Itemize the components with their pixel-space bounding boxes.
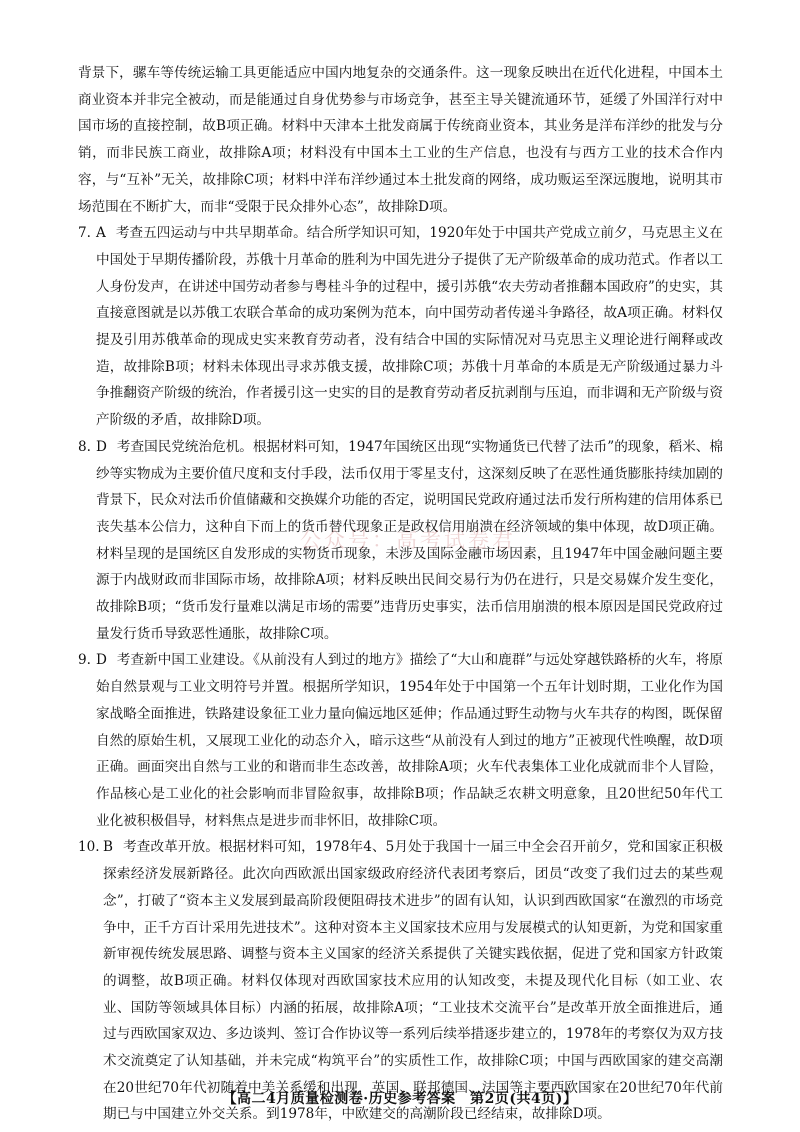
answer-content (78, 60, 723, 1128)
explanation-text: 考查五四运动与中共早期革命。结合所学知识可知，1920年处于中国共产党成立前夕，马克思主义在中国处于早期传播阶段，苏俄十月革命的胜利为中国先进分子提供了无产阶级革命的成功范式。作者以工人身份发声，在讲述中国劳动者参与粤桂斗争的过程中，援引苏俄“农夫劳动者推翻本国政府”的史实，其直接意图就是以苏俄工农联合革命的成功案例为范本，向中国劳动者传递斗争路径，故A项正确。材料仅提及引用苏俄革命的现成史实来教育劳动者，没有结合中国的实际情况对马克思主义理论进行阐释或改造，故排除B项；材料未体现出寻求苏俄支援，故排除C项；苏俄十月革命的本质是无产阶级通过暴力斗争推翻资产阶级的统治，作者援引这一史实的目的是教育劳动者反抗剥削与压迫，而非调和无产阶级与资产阶级的矛盾，故排除D项。 (96, 225, 723, 429)
explanation-text: 考查国民党统治危机。根据材料可知，1947年国统区出现“实物通货已代替了法币”的现象，稻米、棉纱等实物成为主要价值尺度和支付手段，法币仅用于零星支付，这深刻反映了在恶性通货膨胀持续加剧的背景下，民众对法币价值储藏和交换媒介功能的否定，说明国民党政府通过法币发行所构建的信用体系已丧失基本公信力，这种自下而上的货币替代现象正是政权信用崩溃在经济领域的集中体现，故D项正确。材料呈现的是国统区自发形成的实物货币现象，未涉及国际金融市场因素，且1947年中国金融问题主要源于内战财政而非国际市场，故排除A项；材料反映出民间交易行为仍在进行，只是交易媒介发生变化，故排除B项；“货币发行量难以满足市场的需要”违背历史事实，法币信用崩溃的根本原因是国民党政府过量发行货币导致恶性通胀，故排除C项。 (96, 438, 723, 642)
continued-answer-text: 背景下，骡车等传统运输工具更能适应中国内地复杂的交通条件。这一现象反映出在近代化进程，中国本土商业资本并非完全被动，而是能通过自身优势参与市场竞争，甚至主导关键流通环节，延缓了外国洋行对中国市场的直接控制，故B项正确。材料中天津本土批发商属于传统商业资本，其业务是洋布洋纱的批发与分销，而非民族工商业，故排除A项；材料没有中国本土工业的生产信息，也没有与西方工业的技术合作内容，与“互补”无关，故排除C项；材料中洋布洋纱通过本土批发商的网络，成功贩运至深远腹地，说明其市场范围在不断扩大，而非“受限于民众排外心态”，故排除D项。 (78, 65, 723, 215)
answer-item-9 (78, 647, 723, 834)
answer-explanation (103, 834, 723, 1128)
answer-explanation (96, 220, 723, 434)
answer-explanation (96, 647, 723, 834)
question-number: 7. (78, 225, 91, 242)
answer-letter: D (96, 652, 107, 669)
page-footer: 【高二4月质量检测卷·历史参考答案 第2页(共4页)】 (222, 1091, 578, 1107)
question-number: 8. (78, 438, 91, 455)
watermark: 公众号：高考试卷君 (300, 528, 516, 552)
answer-letter: A (96, 225, 106, 242)
answer-letter: D (96, 438, 107, 455)
explanation-text: 考查改革开放。根据材料可知，1978年4、5月处于我国十一届三中全会召开前夕，党和国家正积极探索经济发展新路径。此次向西欧派出国家级政府经济代表团考察后，团员“改变了我们过去的某些观念”，打破了“资本主义发展到最高阶段便阻碍技术进步”的固有认知，认识到西欧国家“在激烈的市场竞争中，正千方百计采用先进技术”。这种对资本主义国家技术应用与发展模式的认知更新，为党和国家重新审视传统发展思路、调整与资本主义国家的经济关系提供了关键实践依据，促进了党和国家方针政策的调整，故B项正确。材料仅体现对西欧国家技术应用的认知改变，未提及现代化目标（如工业、农业、国防等领域具体目标）内涵的拓展，故排除A项；“工业技术交流平台”是改革开放全面推进后，通过与西欧国家双边、多边谈判、签订合作协议等一系列后续举措逐步建立的，1978年的考察仅为双方技术交流奠定了认知基础，并未完成“构筑平台”的实质性工作，故排除C项；中国与西欧国家的建交高潮在20世纪70年代初随着中美关系缓和出现，英国、联邦德国、法国等主要西欧国家在20世纪70年代前期已与中国建立外交关系。到1978年，中欧建交的高潮阶段已经结束，故排除D项。 (103, 839, 723, 1123)
explanation-text: 考查新中国工业建设。《从前没有人到过的地方》描绘了“大山和鹿群”与远处穿越铁路桥的火车，将原始自然景观与工业文明符号并置。根据所学知识，1954年处于中国第一个五年计划时期，工业化作为国家战略全面推进，铁路建设象征工业力量向偏远地区延伸；作品通过野生动物与火车共存的构图，既保留自然的原始生机，又展现工业化的动态介入，暗示这些“从前没有人到过的地方”正被现代性唤醒，故D项正确。画面突出自然与工业的和谐而非生态改善，故排除A项；火车代表集体工业化成就而非个人冒险，作品核心是工业化的社会影响而非冒险叙事，故排除B项；作品缺乏农耕文明意象，且20世纪50年代工业化被积极倡导，材料焦点是进步而非怀旧，故排除C项。 (96, 652, 723, 829)
answer-letter: B (103, 839, 113, 856)
question-number: 10. (78, 839, 100, 856)
question-number: 9. (78, 652, 91, 669)
answer-item-10 (78, 834, 723, 1128)
answer-item-7 (78, 220, 723, 434)
